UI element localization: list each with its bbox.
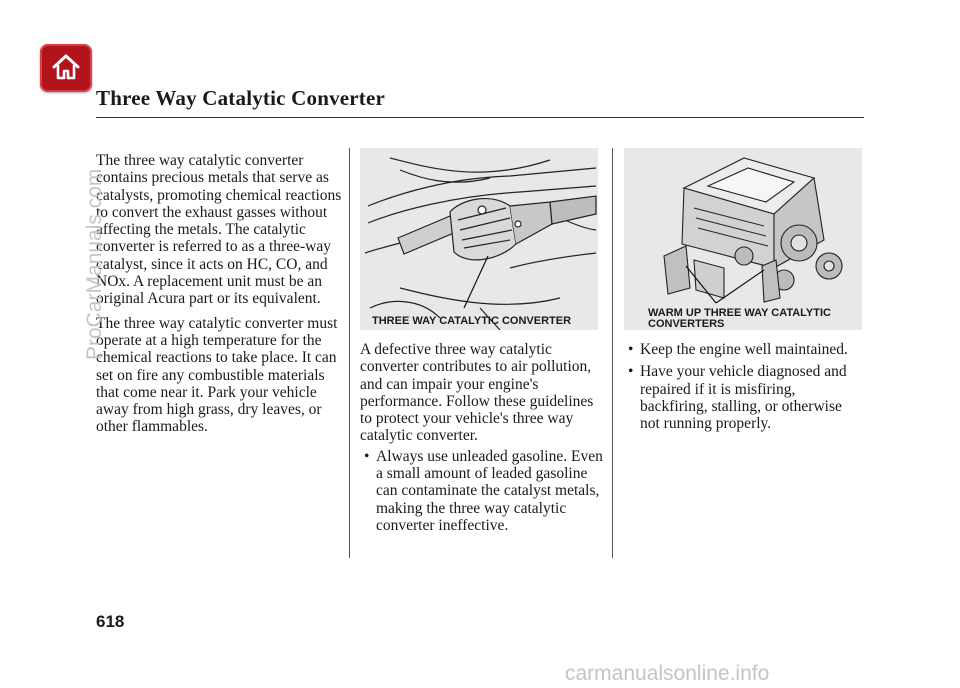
bullet-icon: • <box>364 447 370 465</box>
watermark-side: ProCarManuals.com <box>83 168 106 360</box>
list-item-text: Have your vehicle diagnosed and repaired if it is misfiring, backfiring, stalling, or otherwise not running properly. <box>640 363 847 433</box>
figure-engine <box>624 148 862 330</box>
home-icon <box>51 52 81 82</box>
guidelines-list-2 <box>624 341 864 432</box>
list-item <box>360 448 606 534</box>
list-item <box>624 363 864 432</box>
column-divider-1 <box>349 148 350 558</box>
list-item-text: Keep the engine well maintained. <box>640 341 848 358</box>
page-number: 618 <box>96 612 125 631</box>
bullet-icon: • <box>628 341 634 358</box>
guidelines-list-1 <box>360 448 606 534</box>
column-2 <box>360 341 606 539</box>
figure-caption-catalytic-converter: THREE WAY CATALYTIC CONVERTER <box>372 315 572 327</box>
column-1 <box>96 152 344 443</box>
paragraph-guidelines-intro: A defective three way catalytic converter contributes to air pollution, and can impair your engine's performance. Follow these guidelines to protect your vehicle's three way catalytic converter. <box>360 341 594 445</box>
title-rule <box>96 117 864 118</box>
column-3 <box>624 341 864 437</box>
paragraph-description: The three way catalytic converter contains precious metals that serve as catalysts, promoting chemical reactions to convert the exhaust gasses without affecting the metals. The catalytic converter is referred to as a three-way catalyst, since it acts on HC, CO, and NOx. A replacement unit must be an original Acura part or its equivalent. <box>96 152 342 308</box>
figure-caption-engine-line2: CONVERTERS <box>648 318 725 330</box>
engine-illustration <box>624 148 862 330</box>
page-title: Three Way Catalytic Converter <box>96 86 386 110</box>
list-item-text: Always use unleaded gasoline. Even a small amount of leaded gasoline can contaminate the catalyst metals, making the three way catalytic converter ineffective. <box>376 447 603 534</box>
catalytic-converter-illustration <box>360 148 598 330</box>
figure-catalytic-converter <box>360 148 598 330</box>
home-button[interactable] <box>40 44 92 92</box>
figure-caption-engine-line1: WARM UP THREE WAY CATALYTIC <box>648 307 831 319</box>
figure-caption-engine <box>648 308 831 330</box>
bullet-icon: • <box>628 363 634 381</box>
column-divider-2 <box>612 148 613 558</box>
list-item <box>624 341 864 358</box>
watermark-bottom: carmanualsonline.info <box>565 662 770 685</box>
paragraph-fire-warning: The three way catalytic converter must operate at a high temperature for the chemical reactions to take place. It can set on fire any combustible materials that come near it. Park your vehicle away from high grass, dry leaves, or other flammables. <box>96 314 338 436</box>
